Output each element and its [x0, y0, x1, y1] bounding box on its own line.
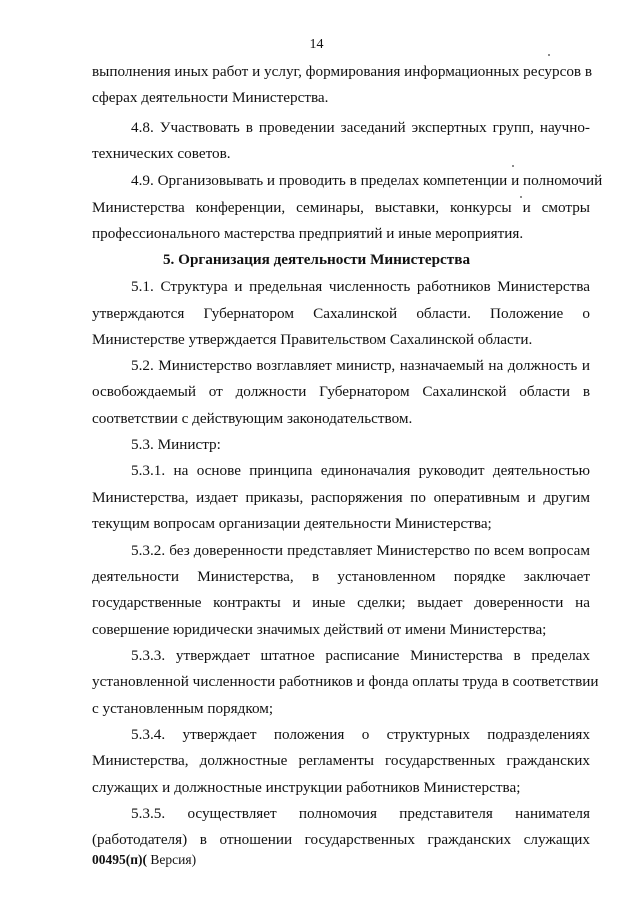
text-line: соответствии с действующим законодательством. — [92, 410, 413, 427]
scan-speck — [520, 196, 522, 198]
text-line: сферах деятельности Министерства. — [92, 89, 329, 106]
text-line: Министерстве утверждается Правительством Сахалинской области. — [92, 331, 533, 348]
text-line: 5.1. Структура и предельная численность работников Министерства — [131, 278, 590, 295]
text-line: установленной численности работников и фонда оплаты труда в соответствии — [92, 673, 599, 690]
text-line: государственные контракты и иные сделки; выдает доверенности на — [92, 594, 590, 611]
text-line: профессионального мастерства предприятий и иные мероприятия. — [92, 225, 524, 242]
text-line: 5.3.1. на основе принципа единоначалия руководит деятельностью — [131, 462, 590, 479]
text-line: служащих и должностные инструкции работников Министерства; — [92, 779, 521, 796]
text-line: технических советов. — [92, 145, 231, 162]
footer-version: Версия) — [147, 852, 197, 867]
text-line: 5.3.4. утверждает положения о структурных подразделениях — [131, 726, 590, 743]
text-line: утверждаются Губернатором Сахалинской области. Положение о — [92, 305, 590, 322]
text-line: 5.3.2. без доверенности представляет Министерство по всем вопросам — [131, 542, 590, 559]
text-line: 5.3.3. утверждает штатное расписание Министерства в пределах — [131, 647, 590, 664]
text-line: с установленным порядком; — [92, 700, 274, 717]
section-heading: 5. Организация деятельности Министерства — [162, 251, 471, 268]
text-line: 4.8. Участвовать в проведении заседаний экспертных групп, научно- — [131, 119, 590, 136]
text-line: деятельности Министерства, в установленном порядке заключает — [92, 568, 590, 585]
scan-speck — [512, 165, 514, 167]
text-line: 5.3. Министр: — [131, 436, 221, 453]
page-number: 14 — [309, 37, 324, 52]
text-line: освобождаемый от должности Губернатором Сахалинской области в — [92, 383, 590, 400]
text-line: 5.3.5. осуществляет полномочия представителя нанимателя — [131, 805, 590, 822]
text-line: текущим вопросам организации деятельности Министерства; — [92, 515, 492, 532]
text-line: (работодателя) в отношении государственных гражданских служащих — [92, 831, 590, 848]
text-line: Министерства, издает приказы, распоряжения по оперативным и другим — [92, 489, 590, 506]
text-line: Министерства, должностные регламенты государственных гражданских — [92, 752, 590, 769]
document-footer — [92, 852, 196, 868]
text-line: 4.9. Организовывать и проводить в пределах компетенции и полномочий — [131, 172, 603, 189]
text-line: совершение юридически значимых действий от имени Министерства; — [92, 621, 547, 638]
scan-speck — [548, 54, 550, 56]
text-line: Министерства конференции, семинары, выставки, конкурсы и смотры — [92, 199, 590, 216]
text-line: выполнения иных работ и услуг, формирования информационных ресурсов в — [92, 63, 593, 80]
text-line: 5.2. Министерство возглавляет министр, назначаемый на должность и — [131, 357, 590, 374]
footer-code: 00495(п)( — [92, 852, 148, 867]
